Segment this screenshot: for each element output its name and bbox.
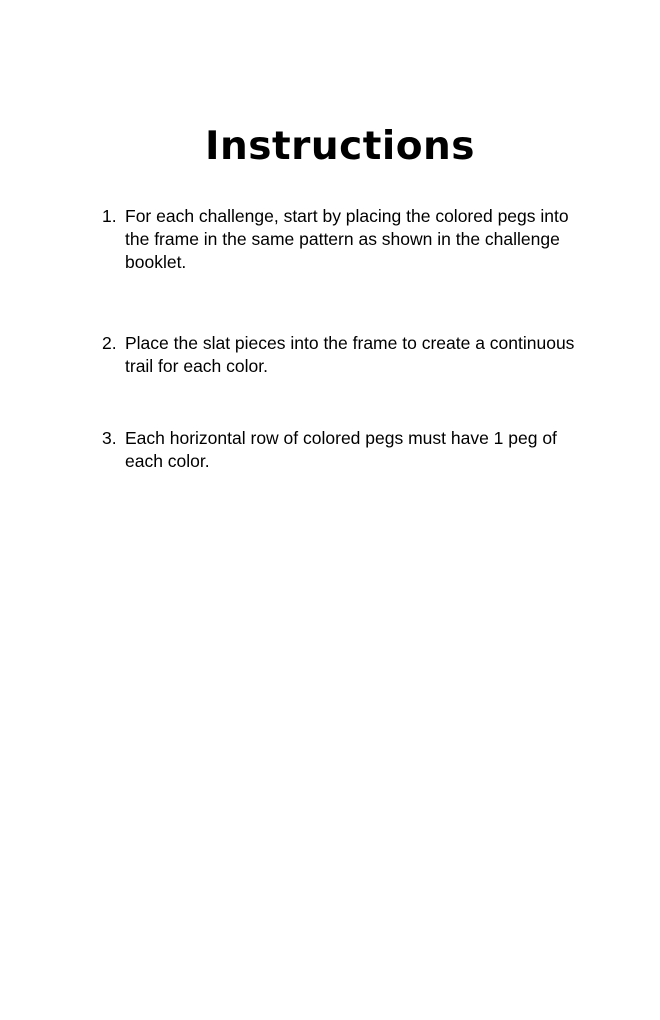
instruction-text: For each challenge, start by placing the colored pegs into the frame in the same pattern as shown in the challenge booklet. [125,206,569,272]
instruction-text: Each horizontal row of colored pegs must have 1 peg of each color. [125,428,557,471]
instruction-number: 3. [102,428,117,448]
instruction-number: 2. [102,333,117,353]
page-title: Instructions [204,124,476,169]
instruction-text: Place the slat pieces into the frame to create a continuous trail for each color. [125,333,575,376]
instruction-number: 1. [102,206,117,226]
